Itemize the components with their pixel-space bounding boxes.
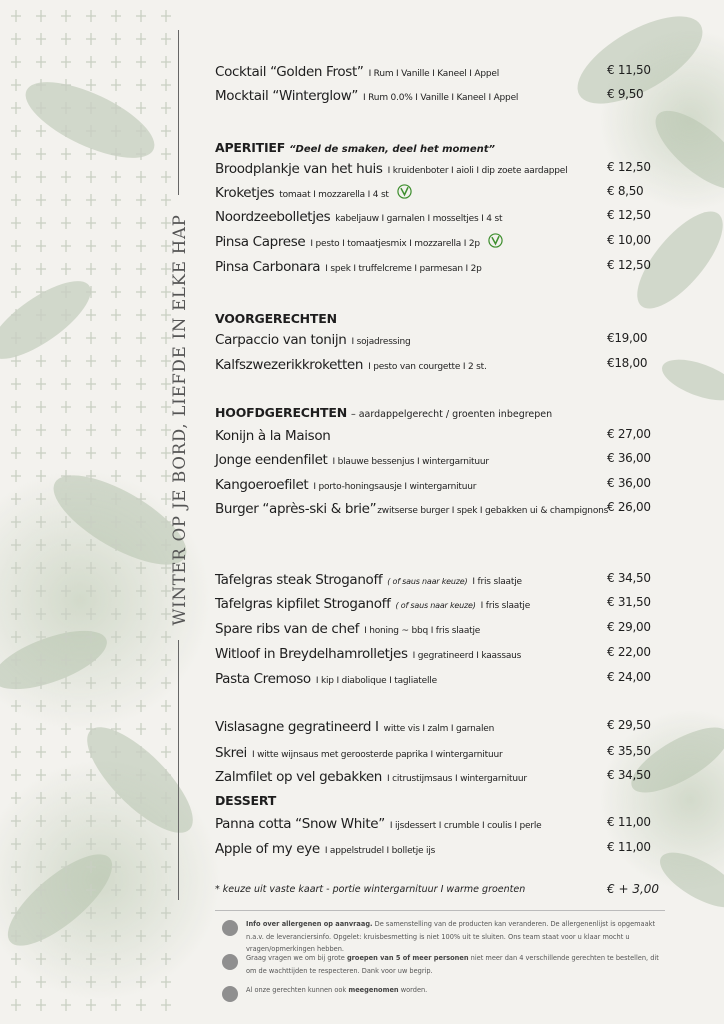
section-aperitief [215, 139, 495, 157]
item-details: I citrustijmsaus I wintergarnituur [387, 774, 527, 784]
item-price: € 34,50 [607, 768, 651, 782]
section-note: – aardappelgerecht / groenten inbegrepen [350, 409, 553, 420]
item-price: € 24,00 [607, 670, 651, 684]
wheat-icon [222, 920, 238, 936]
menu-item [215, 258, 651, 280]
section-title: VOORGERECHTEN [215, 311, 337, 326]
item-name: Zalmfilet op vel gebakken [215, 769, 383, 785]
menu-item [215, 427, 651, 449]
item-price: € 29,50 [607, 718, 651, 732]
menu-item [215, 160, 651, 182]
menu-item [215, 63, 651, 85]
menu-item [215, 620, 651, 642]
item-price: € 10,00 [607, 233, 651, 247]
info-divider [215, 910, 665, 911]
menu-item [215, 768, 651, 790]
footnote [215, 882, 660, 896]
item-details: I kruidenboter I aioli I dip zoete aardappel [387, 166, 568, 176]
menu-item [215, 595, 651, 617]
item-name: Spare ribs van de chef [215, 621, 360, 637]
item-name: Pinsa Carbonara [215, 259, 321, 275]
item-name: Kroketjes [215, 185, 275, 201]
info-bold: Info over allergenen op aanvraag. [246, 920, 373, 928]
vegan-icon [397, 184, 412, 199]
item-price: € 11,00 [607, 815, 651, 829]
item-name: Carpaccio van tonijn [215, 332, 347, 348]
item-details: I porto-honingsausje I wintergarnituur [313, 482, 477, 492]
menu-item [215, 744, 651, 766]
item-name: Cocktail “Golden Frost” [215, 64, 364, 80]
item-price: € 34,50 [607, 571, 651, 585]
footnote-text: * keuze uit vaste kaart - portie wintergarnituur I warme groenten [215, 884, 526, 895]
section-title: HOOFDGERECHTEN [215, 405, 347, 420]
info-prefix: Al onze gerechten kunnen ook [246, 986, 347, 994]
takeaway-icon [222, 986, 238, 1002]
item-name: Broodplankje van het huis [215, 161, 383, 177]
menu-item [215, 87, 645, 109]
item-details: tomaat I mozzarella I 4 st [279, 190, 389, 200]
item-price: € 35,50 [607, 744, 651, 758]
menu-item [215, 331, 648, 353]
menu-item [215, 670, 651, 692]
item-details: I honing ~ bbq I fris slaatje [364, 626, 481, 636]
menu-item [215, 718, 651, 740]
vegan-icon [488, 233, 503, 248]
item-name: Tafelgras steak Stroganoff [215, 572, 383, 588]
info-body: worden. [400, 986, 428, 994]
menu-item [215, 208, 651, 230]
item-price: € 11,00 [607, 840, 651, 854]
item-name: Mocktail “Winterglow” [215, 88, 359, 104]
info-prefix: Graag vragen we om bij grote [246, 954, 345, 962]
menu-item [215, 500, 651, 522]
menu-item [215, 815, 651, 837]
item-details: I appelstrudel I bolletje ijs [324, 846, 436, 856]
item-price: € 11,50 [607, 63, 651, 77]
info-text [246, 952, 666, 977]
item-note: ( of saus naar keuze) [387, 577, 468, 586]
menu-item [215, 645, 651, 667]
item-price: € 9,50 [607, 87, 644, 101]
item-details: I kip I diabolique I tagliatelle [315, 676, 437, 686]
item-price: € 12,50 [607, 208, 651, 222]
item-name: Kalfszwezerikkroketten [215, 357, 364, 373]
item-name: Vislasagne gegratineerd I [215, 719, 379, 735]
item-price: € 36,00 [607, 451, 651, 465]
item-details: kabeljauw I garnalen I mosseltjes I 4 st [335, 214, 503, 224]
item-name: Witloof in Breydelhamrolletjes [215, 646, 408, 662]
item-details: I Rum 0.0% I Vanille I Kaneel I Appel [363, 93, 519, 103]
item-name: Pasta Cremoso [215, 671, 311, 687]
info-text [246, 918, 666, 956]
menu-item [215, 840, 651, 862]
section-subtitle: “Deel de smaken, deel het moment” [289, 144, 495, 155]
item-price: € 22,00 [607, 645, 651, 659]
item-price: € 12,50 [607, 258, 651, 272]
menu-item [215, 184, 645, 206]
info-body: niet meer dan 4 verschillende gerechten te bestellen, dit om de wachttijden te respecteren. Dank voor uw begrip. [246, 954, 659, 975]
item-details: I gegratineerd I kaassaus [412, 651, 522, 661]
item-details: I pesto I tomaatjesmix I mozzarella I 2p [310, 239, 480, 249]
item-name: Kangoeroefilet [215, 477, 309, 493]
section-title: APERITIEF [215, 140, 286, 155]
item-name: Skrei [215, 745, 247, 761]
item-details: I witte wijnsaus met geroosterde paprika I wintergarnituur [251, 750, 503, 760]
item-details: I Rum I Vanille I Kaneel I Appel [368, 69, 499, 79]
item-details: zwitserse burger I spek I gebakken ui & champignons [377, 506, 609, 516]
menu-item [215, 233, 651, 255]
menu-item [215, 356, 648, 378]
section-dessert [215, 792, 276, 810]
section-title: DESSERT [215, 793, 277, 808]
item-details: I ijsdessert I crumble I coulis I perle [389, 821, 542, 831]
info-bold: groepen van 5 of meer personen [346, 954, 469, 962]
item-details: I fris slaatje [480, 601, 531, 611]
menu-item [215, 476, 651, 498]
menu-item [215, 451, 651, 473]
footnote-price: € + 3,00 [607, 882, 660, 896]
item-details: I spek I truffelcreme I parmesan I 2p [325, 264, 482, 274]
item-details: I pesto van courgette I 2 st. [368, 362, 487, 372]
item-details: I fris slaatje [472, 577, 522, 587]
item-price: € 27,00 [607, 427, 651, 441]
item-name: Noordzeebolletjes [215, 209, 331, 225]
item-note: ( of saus naar keuze) [395, 601, 476, 610]
item-name: Pinsa Caprese [215, 234, 306, 250]
item-name: Burger “après-ski & brie” [215, 501, 377, 517]
group-icon [222, 954, 238, 970]
section-voorgerechten [215, 310, 337, 328]
item-name: Tafelgras kipfilet Stroganoff [215, 596, 391, 612]
item-price: € 36,00 [607, 476, 651, 490]
item-name: Konijn à la Maison [215, 428, 331, 444]
item-details: I sojadressing [351, 337, 411, 347]
item-name: Jonge eendenfilet [215, 452, 328, 468]
item-price: € 31,50 [607, 595, 651, 609]
item-price: € 8,50 [607, 184, 644, 198]
item-price: € 29,00 [607, 620, 651, 634]
side-title: WINTER OP JE BORD, LIEFDE IN ELKE HAP [170, 214, 189, 626]
item-details: witte vis I zalm I garnalen [383, 724, 495, 734]
item-price: € 12,50 [607, 160, 651, 174]
item-price: €18,00 [607, 356, 648, 370]
info-body: De samenstelling van de producten kan veranderen. De allergenenlijst is opgemaakt n.a.v. de leveranciersinfo. Opgelet: kruisbesmetting is niet 100% uit te sluiten. Ons team staat voor u klaar mocht u vragen/opmerkingen hebben. [246, 920, 656, 953]
menu-item [215, 571, 651, 593]
item-name: Panna cotta “Snow White” [215, 816, 385, 832]
item-details: I blauwe bessenjus I wintergarnituur [332, 457, 489, 467]
item-price: €19,00 [607, 331, 648, 345]
item-name: Apple of my eye [215, 841, 320, 857]
section-hoofdgerechten [215, 404, 552, 422]
info-bold: meegenomen [348, 986, 399, 994]
item-price: € 26,00 [607, 500, 651, 514]
info-text [246, 984, 666, 997]
